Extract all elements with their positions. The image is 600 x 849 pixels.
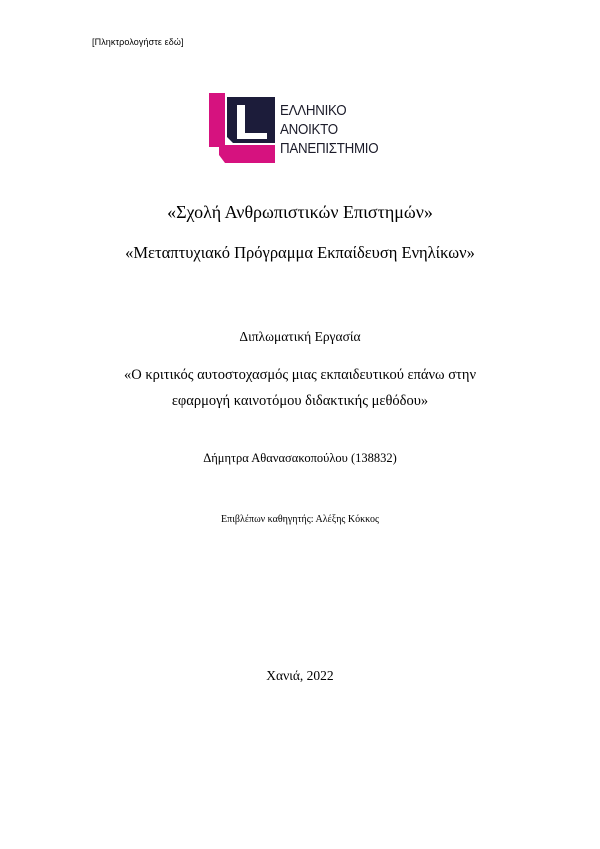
university-logo [209, 93, 409, 167]
logo-line-3: ΠΑΝΕΠΙΣΤΗΜΙΟ [280, 141, 379, 157]
place-date: Χανιά, 2022 [266, 668, 334, 683]
supervisor-line: Επιβλέπων καθηγητής: Αλέξης Κόκκος [221, 514, 379, 525]
thesis-label: Διπλωματική Εργασία [239, 329, 361, 344]
logo-line-2: ΑΝΟΙΚΤΟ [280, 122, 338, 138]
logo-line-1: ΕΛΛΗΝΙΚΟ [280, 103, 347, 119]
university-logo-text [280, 102, 378, 159]
university-logo-icon [209, 93, 277, 163]
school-name: «Σχολή Ανθρωπιστικών Επιστημών» [167, 202, 433, 222]
program-name: «Μεταπτυχιακό Πρόγραμμα Εκπαίδευση Ενηλίκων» [125, 243, 475, 262]
author-name: Δήμητρα Αθανασακοπούλου (138832) [203, 451, 397, 465]
thesis-title-line-1: «Ο κριτικός αυτοστοχασμός μιας εκπαιδευτικού επάνω στην [123, 367, 477, 383]
header-placeholder-text[interactable]: [Πληκτρολογήστε εδώ] [92, 37, 184, 47]
thesis-title-line-2: εφαρμογή καινοτόμου διδακτικής μεθόδου» [171, 393, 429, 409]
